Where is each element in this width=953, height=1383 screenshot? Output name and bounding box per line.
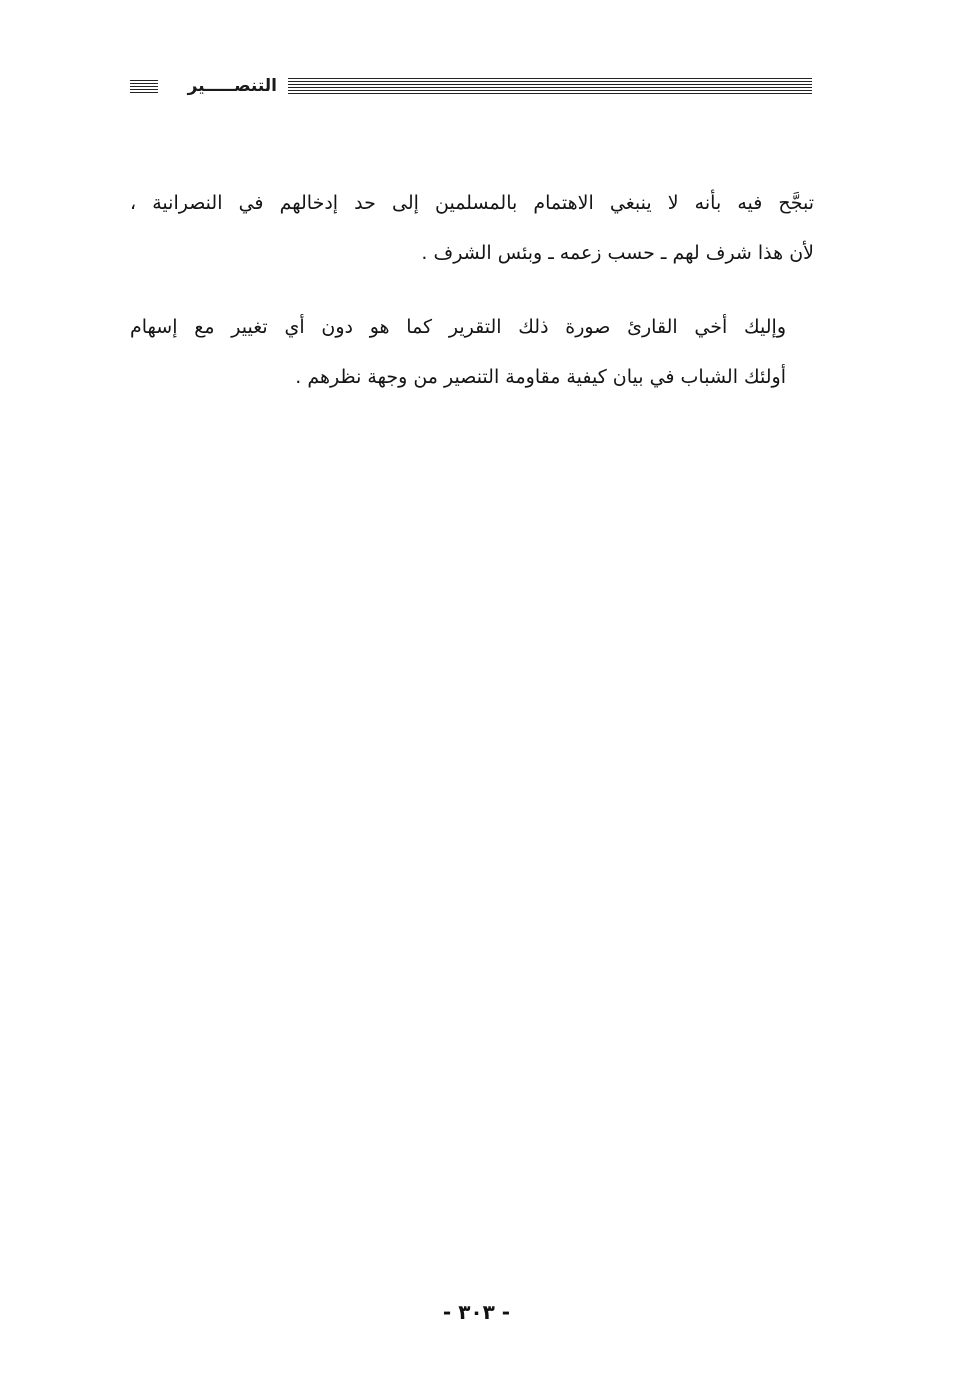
paragraph bbox=[130, 302, 814, 402]
text-line: وإليك أخي القارئ صورة ذلك التقرير كما هو دون أي تغيير مع إسهام bbox=[130, 316, 786, 338]
text-line: تبجَّح فيه بأنه لا ينبغي الاهتمام بالمسلمين إلى حد إدخالهم في النصرانية ، bbox=[130, 192, 814, 214]
page-number: - ٣٠٣ - bbox=[442, 1300, 511, 1324]
running-header bbox=[130, 74, 812, 100]
header-rule-left bbox=[130, 80, 158, 93]
body-text bbox=[130, 178, 814, 402]
text-line: أولئك الشباب في بيان كيفية مقاومة التنصير من وجهة نظرهم . bbox=[295, 366, 786, 388]
header-title: التنصـــــير bbox=[187, 76, 277, 96]
paragraph bbox=[130, 178, 814, 278]
text-line: لأن هذا شرف لهم ـ حسب زعمه ـ وبئس الشرف . bbox=[421, 242, 814, 264]
header-rule-right bbox=[288, 78, 812, 95]
